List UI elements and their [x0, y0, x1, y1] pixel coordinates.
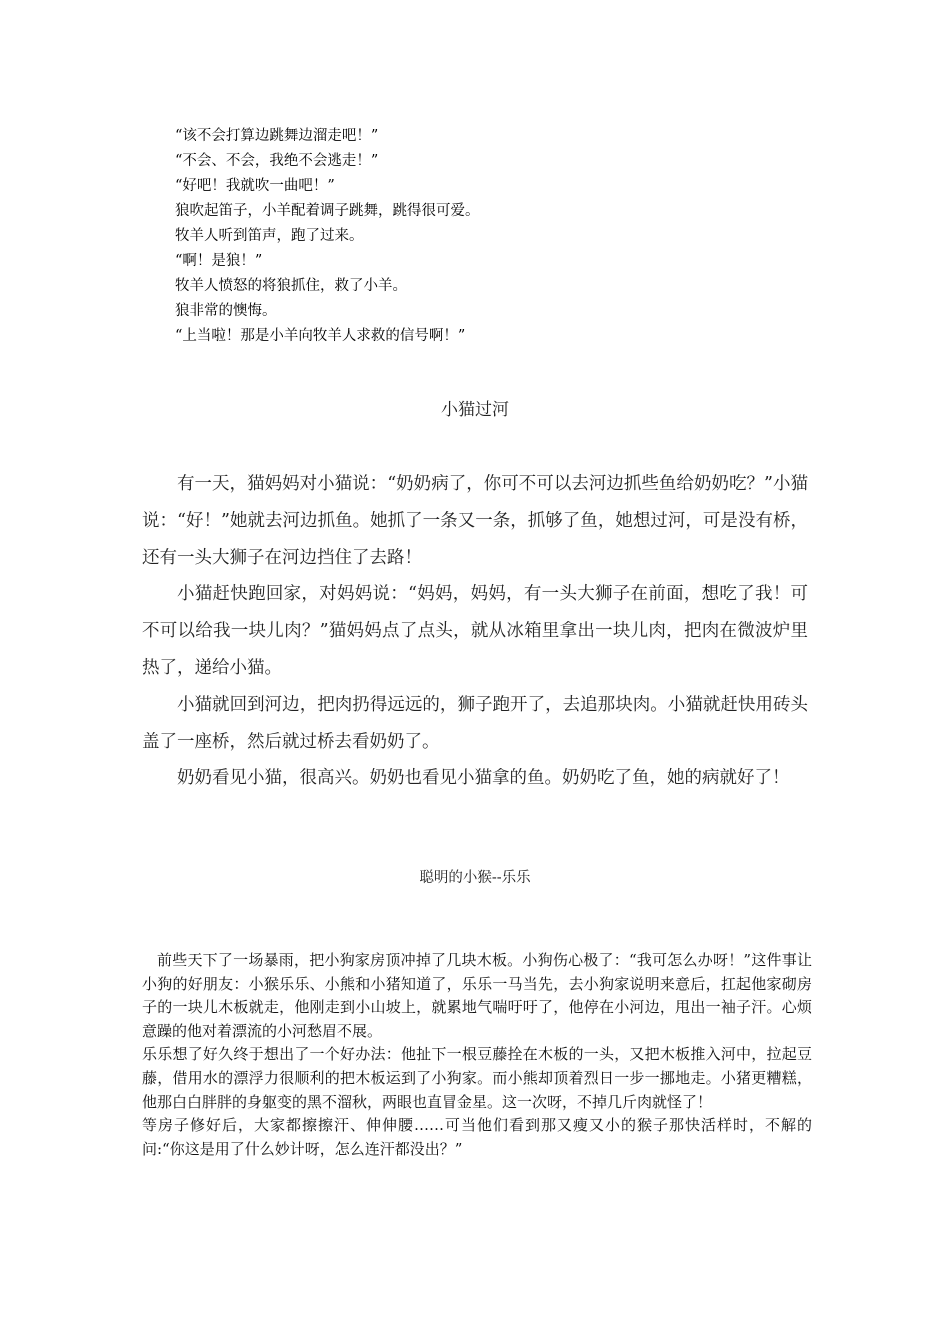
- dialogue-line: “上当啦！那是小羊向牧羊人求救的信号啊！”: [175, 328, 466, 344]
- dialogue-line: “不会、不会，我绝不会逃走！”: [175, 153, 379, 169]
- story-paragraph: 乐乐想了好久终于想出了一个好办法：他扯下一根豆藤拴在木板的一头，又把木板推入河中，拉起豆藤，借用水的漂浮力很顺利的把木板运到了小狗家。而小熊却顶着烈日一步一挪地走。小猪更糟糕，他那白白胖胖的身躯变的黑不溜秋，两眼也直冒金星。这一次呀，不掉几斤肉就怪了！: [142, 1045, 812, 1111]
- story-title: 小猫过河: [441, 400, 509, 420]
- dialogue-line: 狼吹起笛子，小羊配着调子跳舞，跳得很可爱。: [175, 203, 480, 219]
- story-body: [142, 466, 808, 797]
- story-paragraph: 小猫赶快跑回家，对妈妈说：“妈妈，妈妈，有一头大狮子在前面，想吃了我！可不可以给我一块儿肉？”猫妈妈点了点头，就从冰箱里拿出一块儿肉，把肉在微波炉里热了，递给小猫。: [142, 584, 808, 678]
- dialogue-section: [175, 124, 775, 349]
- dialogue-line: “好吧！我就吹一曲吧！”: [175, 178, 335, 194]
- story-paragraph: 等房子修好后，大家都擦擦汗、伸伸腰……可当他们看到那又瘦又小的猴子那快活样时，不解的问:“你这是用了什么妙计呀，怎么连汗都没出？”: [142, 1116, 812, 1158]
- story-body: [142, 949, 812, 1161]
- dialogue-line: “该不会打算边跳舞边溜走吧！”: [175, 128, 379, 144]
- dialogue-line: 牧羊人听到笛声，跑了过来。: [175, 228, 364, 244]
- dialogue-line: “啊！是狼！”: [175, 253, 263, 269]
- story-paragraph: 小猫就回到河边，把肉扔得远远的，狮子跑开了，去追那块肉。小猫就赶快用砖头盖了一座桥，然后就过桥去看奶奶了。: [142, 694, 808, 752]
- story-paragraph: 奶奶看见小猫，很高兴。奶奶也看见小猫拿的鱼。奶奶吃了鱼，她的病就好了！: [177, 768, 790, 789]
- dialogue-line: 牧羊人愤怒的将狼抓住，救了小羊。: [175, 278, 407, 294]
- story-title: 聪明的小猴--乐乐: [419, 870, 531, 886]
- story-paragraph: 有一天，猫妈妈对小猫说：“奶奶病了，你可不可以去河边抓些鱼给奶奶吃？”小猫说：“好！”她就去河边抓鱼。她抓了一条又一条，抓够了鱼，她想过河，可是没有桥，还有一头大狮子在河边挡住了去路！: [142, 474, 808, 568]
- dialogue-line: 狼非常的懊悔。: [175, 303, 277, 319]
- story-paragraph: 前些天下了一场暴雨，把小狗家房顶冲掉了几块木板。小狗伤心极了：“我可怎么办呀！”这件事让小狗的好朋友：小猴乐乐、小熊和小猪知道了，乐乐一马当先，去小狗家说明来意后，扛起他家砌房子的一块儿木板就走，他刚走到小山坡上，就累地气喘吁吁了，他停在小河边，甩出一袖子汗。心烦意躁的他对着漂流的小河愁眉不展。: [142, 951, 812, 1040]
